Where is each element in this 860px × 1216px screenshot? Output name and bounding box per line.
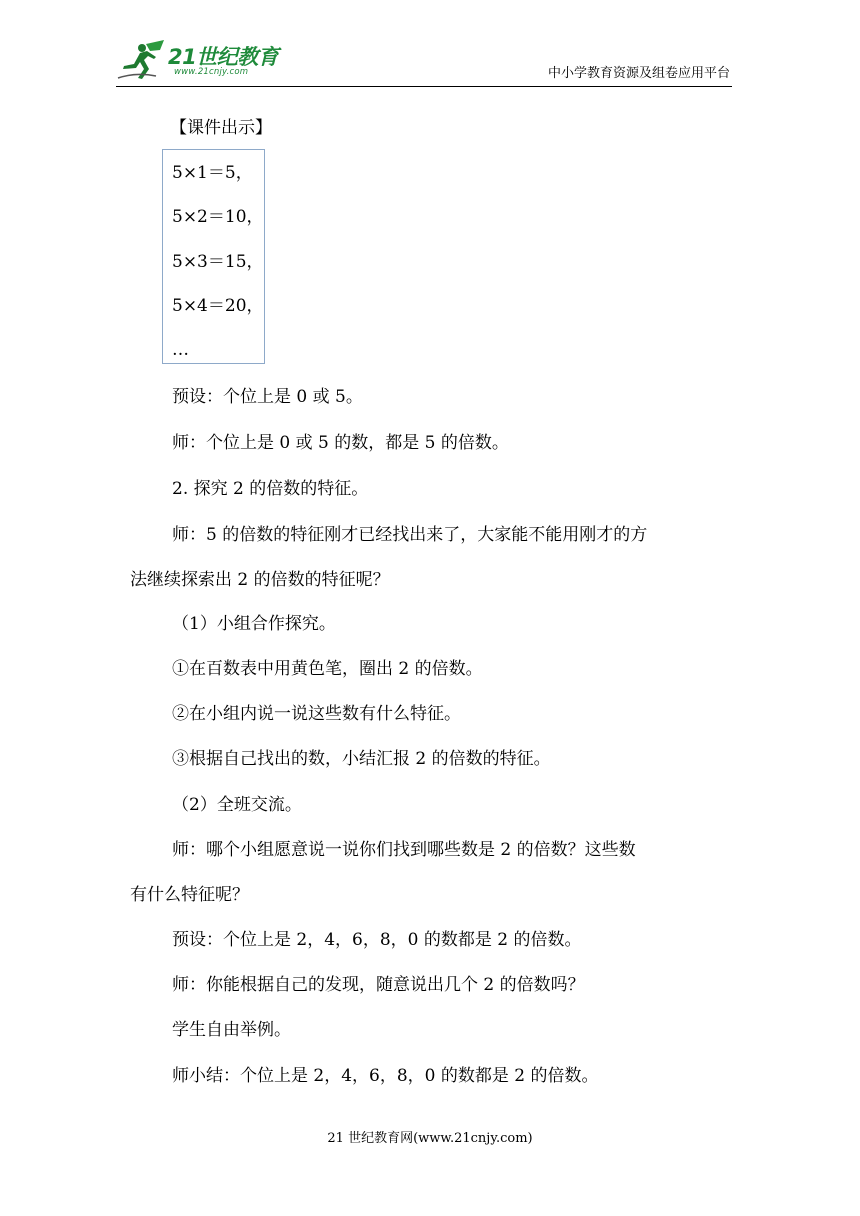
paragraph-continuation: 法继续探索出 2 的倍数的特征呢？ <box>130 570 390 590</box>
logo-text: 21世纪教育 <box>168 45 279 69</box>
paragraph: 预设：个位上是 0 或 5。 <box>172 387 363 407</box>
list-item: ②在小组内说一说这些数有什么特征。 <box>172 704 461 724</box>
equation-line: 5×3＝15， <box>172 252 264 272</box>
equation-line: 5×4＝20， <box>172 296 264 316</box>
equation-ellipsis: … <box>172 340 189 360</box>
paragraph: 师：5 的倍数的特征刚才已经找出来了，大家能不能用刚才的方 <box>172 525 648 545</box>
logo <box>116 38 286 82</box>
section-heading: 2. 探究 2 的倍数的特征。 <box>172 479 369 499</box>
paragraph-continuation: 有什么特征呢？ <box>130 885 249 905</box>
paragraph: 师：你能根据自己的发现，随意说出几个 2 的倍数吗？ <box>172 975 585 995</box>
paragraph: 师小结：个位上是 2，4，6，8，0 的数都是 2 的倍数。 <box>172 1066 599 1086</box>
logo-url: www.21cnjy.com <box>174 67 249 77</box>
page-header <box>116 36 732 87</box>
running-figure-logo-icon <box>116 38 168 82</box>
paragraph: 师：个位上是 0 或 5 的数，都是 5 的倍数。 <box>172 433 509 453</box>
equation-line: 5×2＝10， <box>172 207 264 227</box>
subsection-heading: （1）小组合作探究。 <box>172 614 336 634</box>
equation-line: 5×1＝5， <box>172 163 253 183</box>
page-footer: 21 世纪教育网(www.21cnjy.com) <box>327 1131 533 1146</box>
courseware-label: 【课件出示】 <box>170 118 272 138</box>
paragraph: 师：哪个小组愿意说一说你们找到哪些数是 2 的倍数？这些数 <box>172 840 636 860</box>
courseware-equation-box <box>162 149 265 364</box>
paragraph: 预设：个位上是 2，4，6，8，0 的数都是 2 的倍数。 <box>172 930 582 950</box>
subsection-heading: （2）全班交流。 <box>172 795 302 815</box>
list-item: ①在百数表中用黄色笔，圈出 2 的倍数。 <box>172 659 483 679</box>
list-item: ③根据自己找出的数，小结汇报 2 的倍数的特征。 <box>172 749 551 769</box>
platform-name: 中小学教育资源及组卷应用平台 <box>547 66 730 81</box>
paragraph: 学生自由举例。 <box>172 1020 291 1040</box>
